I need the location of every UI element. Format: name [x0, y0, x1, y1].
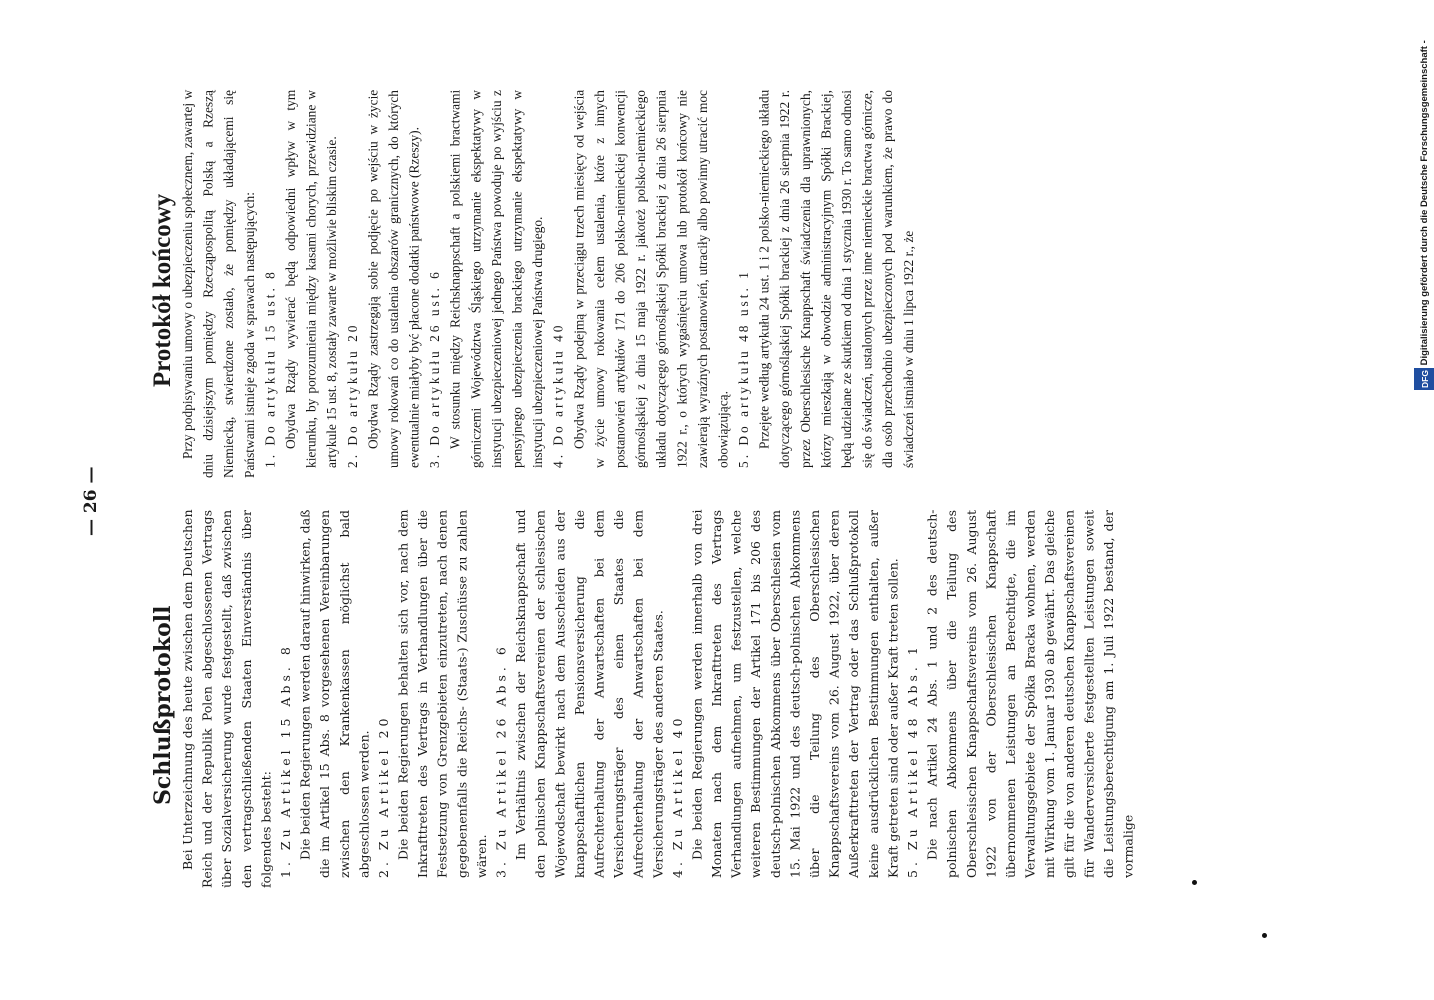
- polish-section-text: Obydwa Rządy zastrzegają sobie podjęcie po wejściu w życie umowy rokowań co do ustalenia obszarów granicznych, do których ewentualnie miałyby być płacone dodatki państwowe (Rzeszy).: [365, 90, 422, 468]
- german-section-heading: 4. Zu Artikel 40: [669, 714, 685, 878]
- german-section-text: Die beiden Regierungen werden darauf hinwirken, daß die im Artikel 15 Abs. 8 vorgesehenen Vereinbarungen zwischen den Krankenkassen möglichst bald abgeschlossen werden.: [297, 510, 372, 878]
- german-section-3: [492, 510, 668, 878]
- german-section-2: [374, 510, 492, 878]
- german-section-text: Die beiden Regierungen behalten sich vor, nach dem Inkrafttreten des Vertrags in Verhandlungen über die Festsetzung von Grenzgebieten einzutreten, nach denen gegebenenfalls die Reichs- (Staats-) Zuschüsse zu zahlen wären.: [395, 510, 489, 878]
- german-section-1: [276, 510, 374, 878]
- polish-title: Protokół końcowy: [149, 193, 176, 387]
- polish-intro: Przy podpisywaniu umowy o ubezpieczeniu społecznem, zawartej w dniu dzisiejszym pomiędzy Rzecząpospolitą Polską a Rzeszą Niemiecką, stwierdzone zostało, że pomiędzy układającemi się Państwami istnieje zgoda w sprawach następujących:: [180, 90, 257, 478]
- german-column: [148, 510, 1296, 900]
- polish-column: [148, 90, 1296, 490]
- polish-section-1: [260, 90, 342, 468]
- german-section-text: Im Verhältnis zwischen der Reichsknappschaft und den polnischen Knappschaftsvereinen der schlesischen Wojewodschaft bewirkt nach dem Ausscheiden aus der knappschaftlichen Pensionsversicherung die Aufrechterhaltung der Anwartschaften bei dem Versicherungsträger des einen Staates die Aufrechterhaltung der Anwartschaften bei dem Versicherungsträger des anderen Staates.: [513, 510, 666, 878]
- polish-section-heading: 4. Do artykułu 40: [550, 322, 566, 468]
- polish-section-heading: 5. Do artykułu 48 ust. 1: [736, 269, 752, 468]
- polish-section-text: W stosunku między Reichsknappschaft a polskiemi bractwami górniczemi Województwa Śląskiego utrzymanie ekspektatywy w instytucji ubezpieczeniowej jednego Państwa powoduje po wyjściu z pensyjnego ubezpieczenia brackiego utrzymanie ekspektatywy w instytucji ubezpieczeniowej Państwa drugiego.: [447, 90, 546, 468]
- polish-section-text: Obydwa Rządy podejmą w przeciągu trzech miesięcy od wejścia w życie umowy rokowania celem ustalenia, które z innych postanowień artykułów 171 do 206 polsko-niemieckiej konwencji górnośląskiej z dnia 15 maja 1922 r. jakoteż polsko-niemieckiego układu dotyczącego górnośląskiej Spółki brackiej z dnia 26 sierpnia 1922 r., o których wygaśnięciu umowa lub protokół końcowy nie zawierają wyraźnych postanowień, utraciły albo powinny utracić moc obowiązującą.: [571, 90, 731, 468]
- german-section-heading: 5. Zu Artikel 48 Abs. 1: [904, 643, 920, 878]
- german-section-4: [668, 510, 903, 878]
- digitization-credit: [1414, 10, 1434, 390]
- german-section-heading: 1. Zu Artikel 15 Abs. 8: [277, 643, 293, 878]
- polish-section-text: Obydwa Rządy wywierać będą odpowiedni wpływ w tym kierunku, by porozumienia między kasami chorych, przewidziane w artykule 15 ust. 8, zostały zawarte w możliwie bliskim czasie.: [282, 90, 340, 468]
- polish-section-heading: 3. Do artykułu 26 ust. 6: [427, 269, 443, 468]
- dfg-logo: DFG: [1414, 368, 1434, 390]
- polish-section-heading: 1. Do artykułu 15 ust. 8: [262, 269, 278, 468]
- german-title: Schlußprotokoll: [150, 605, 176, 805]
- polish-section-text: Przejęte według artykułu 24 ust. 1 i 2 polsko-niemieckiego układu dotyczącego górnośląskiej Spółki brackiej z dnia 26 sierpnia 1922 r. przez Oberschlesische Knappschaft świadczenia dla uprawnionych, którzy mieszkają w obwodzie administracyjnym Spółki Brackiej, będą udzielane ze skutkiem od dnia 1 stycznia 1930 r. To samo odnosi się do świadczeń, ustalonych przez inne niemieckie bractwa górnicze, dla osób przechodnio ubezpieczonych pod warunkiem, że prawo do świadczeń istniało w dniu 1 lipca 1922 r., że: [756, 90, 916, 468]
- german-section-5: [903, 510, 1138, 878]
- german-section-text: Die beiden Regierungen werden innerhalb von drei Monaten nach dem Inkrafttreten des Vertrags Verhandlungen aufnehmen, um festzustellen, welche weiteren Bestimmungen der Artikel 171 bis 206 des deutsch-polnischen Abkommens über Oberschlesien vom 15. Mai 1922 und des deutsch-polnischen Abkommens über die Teilung des Oberschlesischen Knappschaftsvereins vom 26. August 1922, über deren Außerkrafttreten der Vertrag oder das Schlußprotokoll keine ausdrücklichen Bestimmungen enthalten, außer Kraft getreten sind oder außer Kraft treten sollen.: [689, 510, 901, 878]
- german-section-heading: 3. Zu Artikel 26 Abs. 6: [493, 643, 509, 878]
- german-section-text: Die nach Artikel 24 Abs. 1 und 2 des deutsch-polnischen Abkommens über die Teilung des Oberschlesischen Knappschaftsvereins vom 26. August 1922 von der Oberschlesischen Knappschaft übernommenen Leistungen an Berechtigte, die im Verwaltungsgebiete der Spółka Bracka wohnen, werden mit Wirkung vom 1. Januar 1930 ab gewährt. Das gleiche gilt für die von anderen deutschen Knappschaftsvereinen für Wanderversicherte festgestellten Leistungen soweit die Leistungsberechtigung am 1. Juli 1922 bestand, der vormalige: [924, 510, 1136, 878]
- polish-section-3: [425, 90, 549, 468]
- scan-speck: [1192, 880, 1197, 885]
- page-number: — 26 —: [81, 466, 101, 536]
- polish-section-5: [734, 90, 919, 468]
- polish-section-heading: 2. Do artykułu 20: [344, 322, 360, 468]
- german-section-heading: 2. Zu Artikel 20: [375, 714, 391, 878]
- german-intro: Bei Unterzeichnung des heute zwischen dem Deutschen Reich und der Republik Polen abgeschlossenen Vertrags über Sozialversicherung wurde festgestellt, daß zwischen den vertragschließenden Staaten Einverständnis über folgendes besteht:: [180, 510, 274, 888]
- polish-section-2: [343, 90, 425, 468]
- polish-section-4: [549, 90, 734, 468]
- scan-speck: [1262, 933, 1267, 938]
- digitization-credit-text: Digitalisierung gefördert durch die Deutsche Forschungsgemeinschaft -: [1419, 40, 1430, 366]
